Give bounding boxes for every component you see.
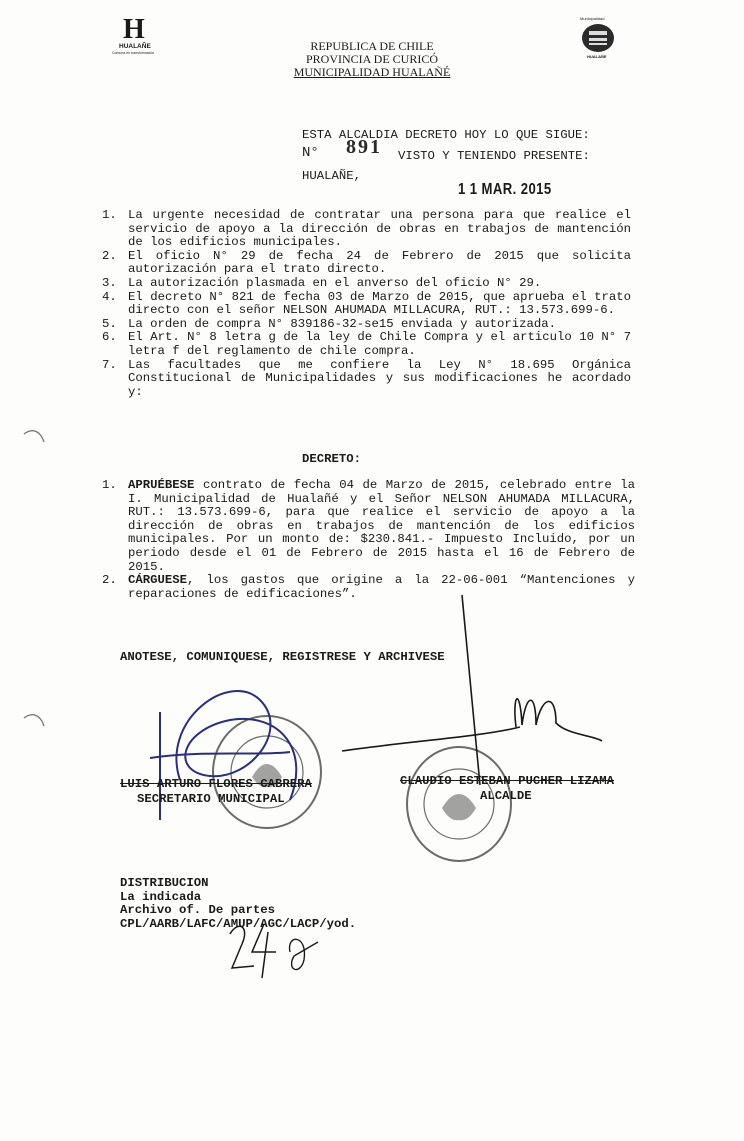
emblem-bottom-text: HUALAÑE [587,54,607,59]
distribution-title: DISTRIBUCION [120,876,209,890]
distribution-line: Archivo of. De partes [120,903,275,918]
list-item: 5. La orden de compra N° 839186-32-se15 enviada y autorizada. [102,316,557,331]
list-item: 1. APRUÉBESE contrato de fecha 04 de Marzo de 2015, celebrado entre la I. Municipalidad de Hualañé y el Señor NELSON AHUMADA MILLACURA, RUT.: 13.573.699-6, para que realice el servicio de apoyo a la dirección de obras en trabajos de mantención de los edificios municipales. Por un monto de: $230.841.- Impuesto Incluido, por un periodo desde el 01 de Febrero de 2015 hasta el 16 de Febrero de 2015. [102,478,635,574]
emblem-top-text: Municipalidad [580,16,605,21]
shield-icon [580,22,616,54]
list-item: 1. La urgente necesidad de contratar una persona para que realice el servicio de apoyo a la dirección de obras en trabajos de mantención de los edificios municipales. [102,208,631,250]
list-item: 3. La autorización plasmada en el anverso del oficio N° 29. [102,275,542,290]
binder-hole-mark [22,712,46,730]
municipality-name: MUNICIPALIDAD HUALAÑÉ [293,65,451,79]
visto-line: VISTO Y TENIENDO PRESENTE: [398,149,590,163]
place-line: HUALAÑE, [302,169,362,183]
list-item: 7. Las facultades que me confiere la Ley N° 18.695 Orgánica Constitucional de Municipalidades y sus modificaciones he acordado y: [102,357,631,399]
list-item: 2. CÁRGUESE, los gastos que origine a la 22-06-001 “Mantenciones y reparaciones de edificaciones”. [102,573,635,601]
list-item: 6. El Art. N° 8 letra g de la ley de Chile Compra y el articulo 10 N° 7 letra f del reglamento de chile compra. [102,330,631,358]
closing-line: ANOTESE, COMUNIQUESE, REGISTRESE Y ARCHIVESE [120,650,445,664]
header-line-1: REPUBLICA DE CHILE [310,39,434,53]
decree-number: 891 [346,136,382,158]
mayor-title: ALCALDE [480,789,532,803]
list-item: 4. El decreto N° 821 de fecha 03 de Marzo de 2015, que aprueba el trato directo con el señor NELSON AHUMADA MILLACURA, RUT.: 13.573.699-6. [102,289,631,318]
logo-mark: H [123,14,144,45]
mayor-signature [330,575,620,785]
numero-label: N° [302,145,319,161]
list-item: 2. El oficio N° 29 de fecha 24 de Febrero de 2015 que solicita autorización para el trato directo. [102,248,631,277]
logo-caption: HUALAÑE [119,43,151,50]
binder-hole-mark [22,428,46,446]
considerandos-list [102,209,631,399]
decreto-title: DECRETO: [302,452,362,466]
distribution-line: La indicada [120,889,202,904]
municipal-emblem [578,16,618,62]
logo-tagline: Comuna en transformación [112,51,155,55]
initials-mark [224,912,334,982]
secretary-title: SECRETARIO MUNICIPAL [137,792,285,806]
date-stamp: 1 1 MAR. 2015 [458,181,552,198]
header-line-3 [0,66,744,79]
header-line-2: PROVINCIA DE CURICÓ [305,52,438,66]
alcaldia-line: ESTA ALCALDIA DECRETO HOY LO QUE SIGUE: [302,128,590,142]
mayor-name: CLAUDIO ESTEBAN PUCHER LIZAMA [400,774,615,788]
secretary-name: LUIS ARTURO FLORES CABRERA [120,777,312,791]
distribution-line: CPL/AARB/LAFC/AMUP/AGC/LACP/yod. [120,916,357,931]
